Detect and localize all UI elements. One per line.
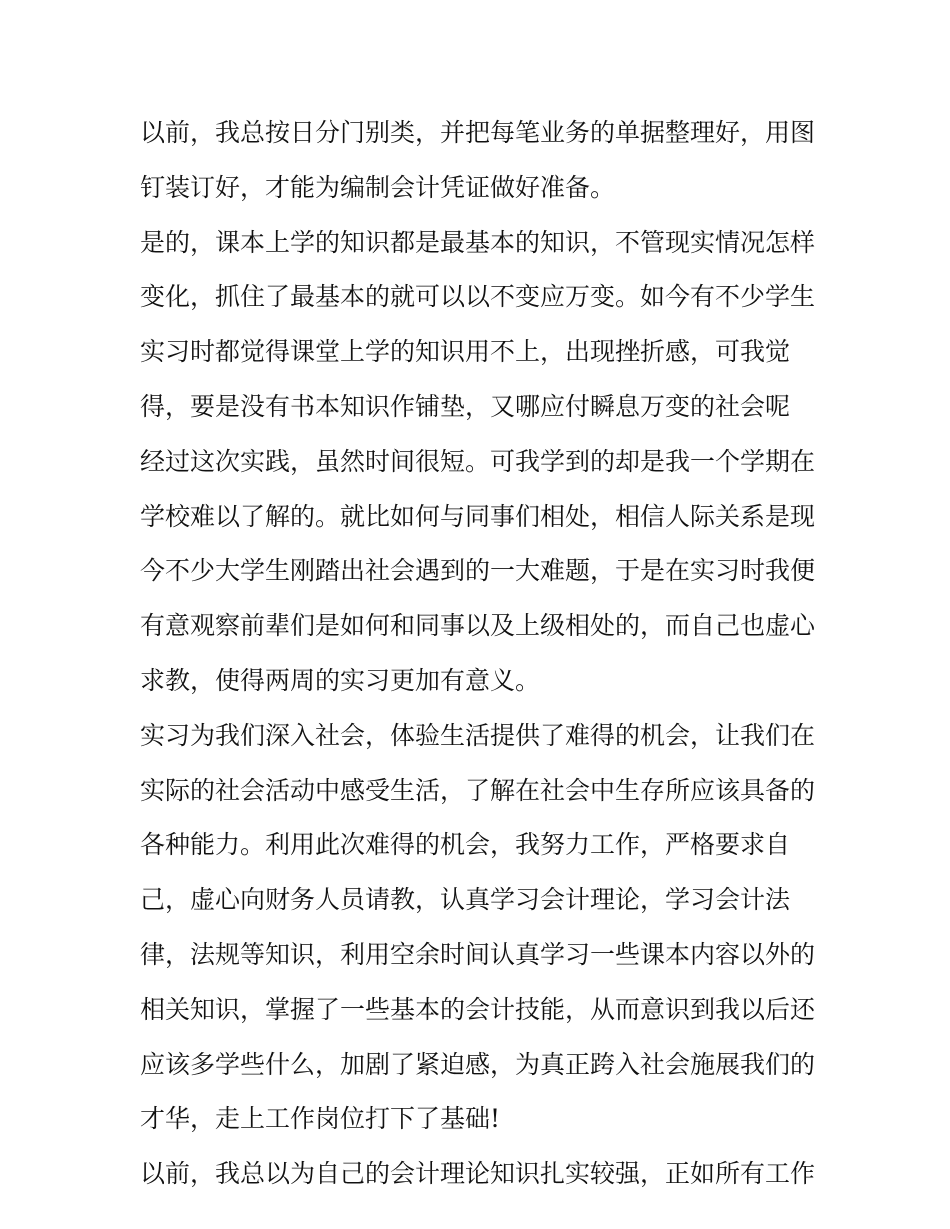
text-line: 求教，使得两周的实习更加有意义。	[140, 665, 541, 695]
text-line: 实习为我们深入社会，体验生活提供了难得的机会，让我们在	[140, 720, 816, 750]
text-line: 是的，课本上学的知识都是最基本的知识，不管现实情况怎样	[140, 227, 816, 257]
text-line: 以前，我总以为自己的会计理论知识扎实较强，正如所有工作	[140, 1159, 816, 1189]
text-line: 钉装订好，才能为编制会计凭证做好准备。	[140, 172, 616, 202]
text-line: 今不少大学生刚踏出社会遇到的一大难题，于是在实习时我便	[140, 556, 816, 586]
text-line: 应该多学些什么，加剧了紧迫感，为真正跨入社会施展我们的	[140, 1049, 816, 1079]
text-line: 以前，我总按日分门别类，并把每笔业务的单据整理好，用图	[140, 118, 816, 147]
text-line: 实习时都觉得课堂上学的知识用不上，出现挫折感，可我觉	[140, 337, 791, 367]
text-line: 得，要是没有书本知识作铺垫，又哪应付瞬息万变的社会呢	[140, 391, 791, 421]
text-line: 己，虚心向财务人员请教，认真学习会计理论，学习会计法	[140, 885, 791, 915]
text-line: 变化，抓住了最基本的就可以以不变应万变。如今有不少学生	[140, 282, 816, 312]
text-line: 相关知识，掌握了一些基本的会计技能，从而意识到我以后还	[140, 994, 816, 1024]
text-line: 律，法规等知识，利用空余时间认真学习一些课本内容以外的	[140, 939, 816, 969]
text-line: 经过这次实践，虽然时间很短。可我学到的却是我一个学期在	[140, 446, 816, 476]
text-line: 学校难以了解的。就比如何与同事们相处，相信人际关系是现	[140, 501, 816, 531]
text-line: 有意观察前辈们是如何和同事以及上级相处的，而自己也虚心	[140, 611, 816, 641]
text-line: 各种能力。利用此次难得的机会，我努力工作，严格要求自	[140, 830, 791, 860]
document-body	[140, 106, 820, 1202]
text-line: 实际的社会活动中感受生活，了解在社会中生存所应该具备的	[140, 775, 816, 805]
text-line: 才华，走上工作岗位打下了基础!	[140, 1104, 501, 1134]
